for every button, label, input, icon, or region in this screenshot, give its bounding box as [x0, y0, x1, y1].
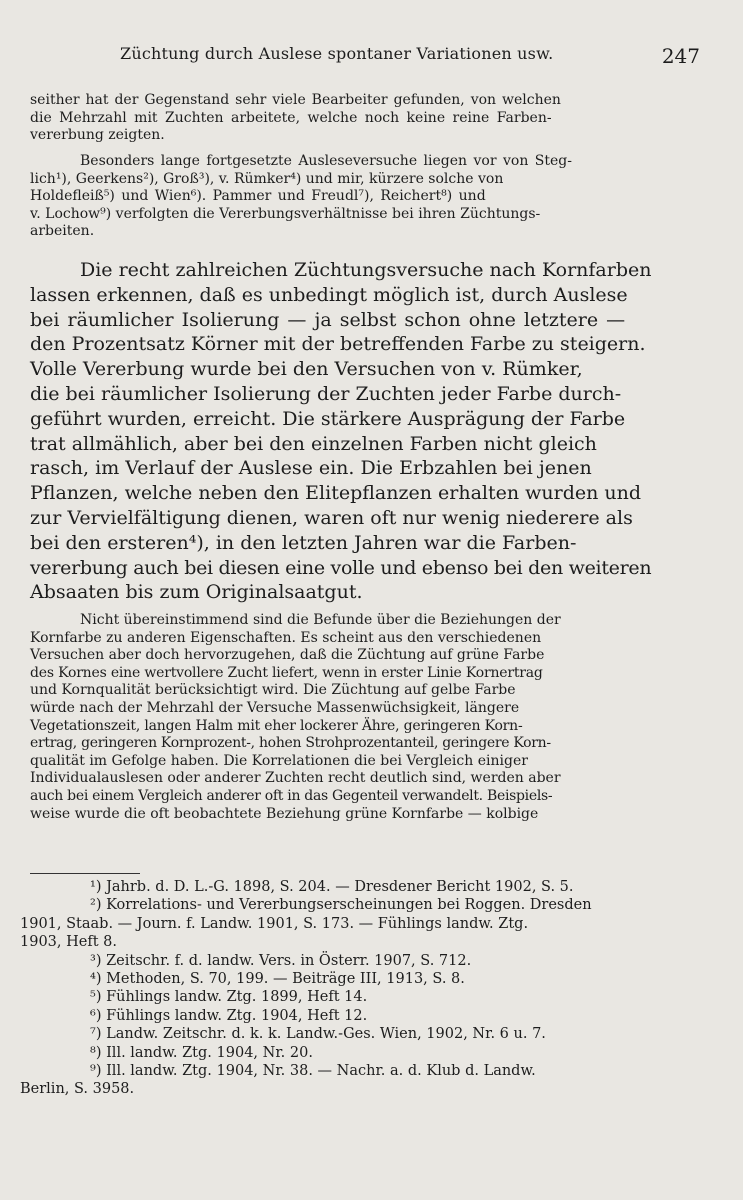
text-line: Vegetationszeit, langen Halm mit eher lockerer Ähre, geringeren Korn- — [30, 717, 523, 734]
footnote-line: ¹) Jahrb. d. D. L.-G. 1898, S. 204. — Dresdener Bericht 1902, S. 5. — [90, 879, 574, 895]
text-line: die bei räumlicher Isolierung der Zuchten jeder Farbe durch- — [30, 382, 622, 405]
text-line: des Kornes eine wertvollere Zucht liefert, wenn in erster Linie Kornertrag — [30, 664, 543, 681]
text-line: würde nach der Mehrzahl der Versuche Massenwüchsigkeit, längere — [30, 699, 520, 716]
footnote-line: ³) Zeitschr. f. d. landw. Vers. in Österr. 1907, S. 712. — [90, 952, 472, 969]
footnote-line: ⁹) Ill. landw. Ztg. 1904, Nr. 38. — Nachr. a. d. Klub d. Landw. — [90, 1062, 536, 1079]
footnote-line: ⁸) Ill. landw. Ztg. 1904, Nr. 20. — [90, 1044, 313, 1061]
text-line: Die recht zahlreichen Züchtungsversuche nach Kornfarben — [80, 259, 652, 281]
text-line: bei den ersteren⁴), in den letzten Jahren war die Farben- — [30, 531, 577, 554]
text-line: Absaaten bis zum Originalsaatgut. — [30, 581, 363, 604]
text-line: bei räumlicher Isolierung — ja selbst schon ohne letztere — — [30, 308, 626, 331]
text-line: qualität im Gefolge haben. Die Korrelationen die bei Vergleich einiger — [30, 752, 528, 769]
footnote-line: ⁶) Fühlings landw. Ztg. 1904, Heft 12. — [90, 1007, 368, 1024]
text-line: lassen erkennen, daß es unbedingt möglich ist, durch Auslese — [30, 283, 628, 306]
page-number: 247 — [661, 44, 700, 68]
footnote-line: 1903, Heft 8. — [20, 934, 117, 951]
text-line: vererbung zeigten. — [30, 127, 165, 144]
text-line: Besonders lange fortgesetzte Ausleseversuche liegen vor von Steg- — [80, 153, 572, 169]
footnote-line: ⁷) Landw. Zeitschr. d. k. k. Landw.-Ges. Wien, 1902, Nr. 6 u. 7. — [90, 1026, 546, 1043]
text-line: geführt wurden, erreicht. Die stärkere Ausprägung der Farbe — [30, 407, 626, 430]
text-line: auch bei einem Vergleich anderer oft in das Gegenteil verwandelt. Beispiels- — [30, 787, 553, 804]
paragraph-correlations — [30, 612, 561, 823]
text-line: weise wurde die oft beobachtete Beziehung grüne Kornfarbe — kolbige — [30, 805, 539, 822]
paragraph-intro — [30, 92, 561, 145]
text-line: den Prozentsatz Körner mit der betreffenden Farbe zu steigern. — [30, 333, 646, 356]
footnote-line: ⁴) Methoden, S. 70, 199. — Beiträge III, 1913, S. 8. — [90, 970, 465, 987]
text-line: Pflanzen, welche neben den Elitepflanzen erhalten wurden und — [30, 482, 642, 505]
text-line: lich¹), Geerkens²), Groß³), v. Rümker⁴) und mir, kürzere solche von — [30, 170, 504, 187]
footnote-line: Berlin, S. 3958. — [20, 1081, 135, 1098]
text-line: Versuchen aber doch hervorzugehen, daß die Züchtung auf grüne Farbe — [30, 647, 545, 664]
running-head: Züchtung durch Auslese spontaner Variationen usw. — [120, 44, 554, 63]
text-line: Nicht übereinstimmend sind die Befunde über die Beziehungen der — [80, 612, 561, 628]
text-line: zur Vervielfältigung dienen, waren oft nur wenig niederere als — [30, 506, 633, 529]
page-header — [120, 44, 710, 72]
text-line: Holdefleiß⁵) und Wien⁶). Pammer und Freudl⁷), Reichert⁸) und — [30, 188, 486, 205]
footnotes — [20, 872, 710, 1099]
footnote-line: ²) Korrelations- und Vererbungserscheinungen bei Roggen. Dresden — [90, 897, 592, 914]
text-line: Individualauslesen oder anderer Zuchten recht deutlich sind, werden aber — [30, 770, 561, 787]
text-line: Kornfarbe zu anderen Eigenschaften. Es scheint aus den verschiedenen — [30, 629, 542, 646]
text-line: ertrag, geringeren Kornprozent-, hohen Strohprozentanteil, geringere Korn- — [30, 735, 551, 752]
text-line: seither hat der Gegenstand sehr viele Bearbeiter gefunden, von welchen — [30, 92, 561, 108]
paragraph-experiments — [30, 153, 572, 241]
text-line: Volle Vererbung wurde bei den Versuchen von v. Rümker, — [30, 358, 583, 381]
text-line: v. Lochow⁹) verfolgten die Vererbungsverhältnisse bei ihren Züchtungs- — [30, 205, 541, 222]
text-line: arbeiten. — [30, 223, 95, 240]
text-line: rasch, im Verlauf der Auslese ein. Die Erbzahlen bei jenen — [30, 457, 592, 480]
text-line: trat allmählich, aber bei den einzelnen Farben nicht gleich — [30, 432, 597, 455]
paragraph-main — [30, 258, 651, 605]
text-line: die Mehrzahl mit Zuchten arbeitete, welche noch keine reine Farben- — [30, 109, 552, 126]
footnote-line: ⁵) Fühlings landw. Ztg. 1899, Heft 14. — [90, 989, 368, 1006]
text-line: vererbung auch bei diesen eine volle und ebenso bei den weiteren — [30, 556, 652, 579]
text-line: und Kornqualität berücksichtigt wird. Die Züchtung auf gelbe Farbe — [30, 682, 516, 699]
footnote-line: 1901, Staab. — Journ. f. Landw. 1901, S. 173. — Fühlings landw. Ztg. — [20, 915, 529, 932]
